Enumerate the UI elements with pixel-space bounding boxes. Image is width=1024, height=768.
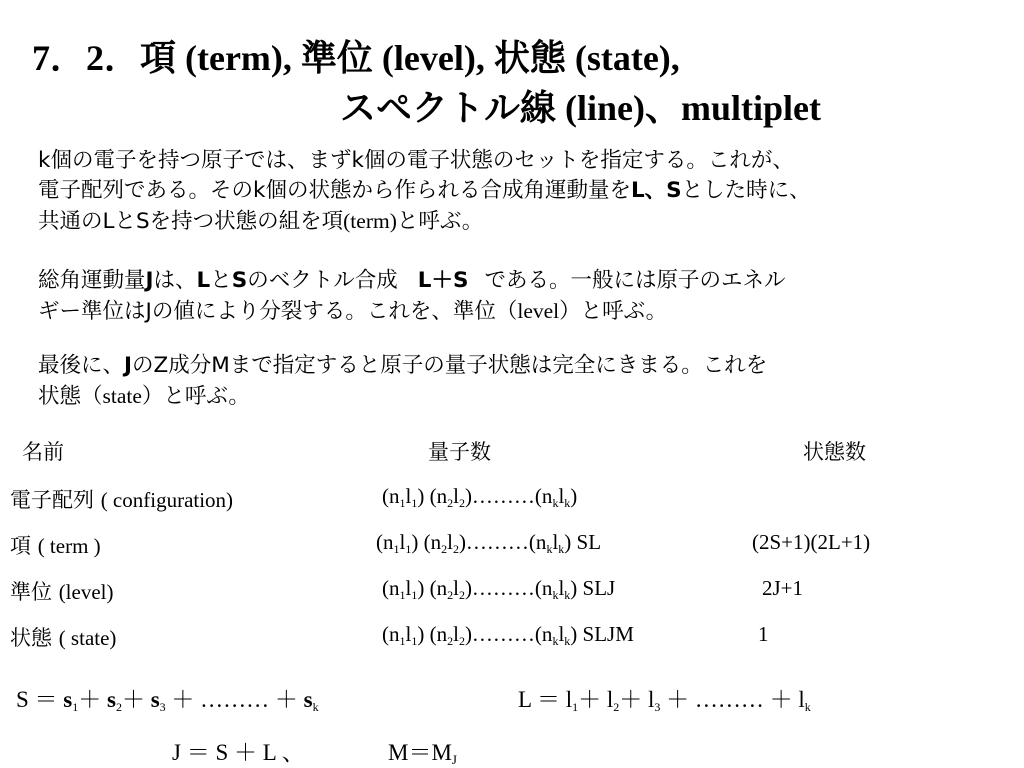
paragraph-total-angular-momentum: [38, 266, 1003, 327]
paragraph-line: 最後に、JのZ成分Mまで指定すると原子の量子状態は完全にきまる。これを: [38, 353, 768, 378]
row-count-term: (2S+1)(2L+1): [752, 530, 871, 554]
header-name: 名前: [22, 440, 64, 464]
title-line-2: スペクトル線 (line)、multiplet: [340, 88, 821, 128]
formula-m-equals-mj: $M=M_J$: [388, 740, 457, 767]
header-quantum-numbers: 量子数: [428, 440, 491, 464]
title-line-1: 7．2．項 (term), 準位 (level), 状態 (state),: [32, 38, 680, 78]
row-name-level: 準位 (level): [10, 580, 114, 604]
paragraph-electron-configuration: [38, 146, 1003, 237]
formula-j-sum: J ＝ S ＋ L 、: [172, 740, 305, 765]
row-quantum-state: $(n_1l_1)$ $(n_2l_2)\dots\dots\dots(n_kl_k)$ SLJM: [382, 622, 634, 648]
paragraph-line: 電子配列である。そのk個の状態から作られる合成角運動量をL、Sとした時に、: [38, 178, 811, 203]
paragraph-state: [38, 351, 1003, 412]
row-count-state: 1: [758, 622, 769, 646]
row-name-state: 状態 ( state): [10, 626, 117, 650]
header-number-of-states: 状態数: [803, 440, 866, 464]
formula-total-spin: $S = s_1+ s_2+ s_3$ ＋ ……… ＋ $s_k$: [16, 687, 319, 714]
paragraph-line: 共通のLとSを持つ状態の組を項(term)と呼ぶ。: [38, 209, 484, 234]
row-count-level: 2J+1: [762, 576, 804, 600]
row-quantum-level: $(n_1l_1)$ $(n_2l_2)\dots\dots\dots(n_kl_k)$ SLJ: [382, 576, 616, 602]
row-name-term: 項 ( term ): [10, 534, 101, 558]
paragraph-line: k個の電子を持つ原子では、まずk個の電子状態のセットを指定する。これが、: [38, 148, 794, 173]
formula-total-orbital: $L = l_1+ l_2+ l_3$ ＋ ……… ＋ $l_k$: [518, 687, 811, 714]
row-quantum-configuration: $(n_1l_1)$ $(n_2l_2)\dots\dots\dots(n_kl_k)$: [382, 484, 578, 510]
paragraph-line: ギー準位はJの値により分裂する。これを、準位（level）と呼ぶ。: [38, 299, 668, 324]
paragraph-line: 状態（state）と呼ぶ。: [38, 384, 250, 409]
row-name-configuration: 電子配列 ( configuration): [10, 488, 234, 512]
paragraph-line: 総角運動量Jは、LとSのベクトル合成 L＋S である。一般には原子のエネル: [38, 268, 786, 293]
row-quantum-term: $(n_1l_1)$ $(n_2l_2)\dots\dots\dots(n_kl_k)$ SL: [376, 530, 602, 556]
